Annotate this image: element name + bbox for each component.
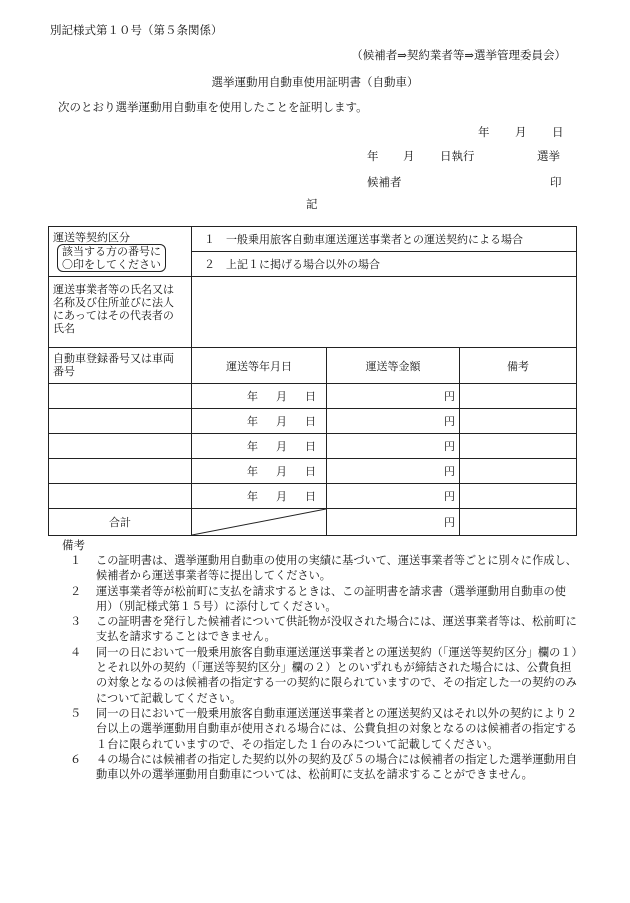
registration-cell[interactable]: [49, 384, 192, 409]
note-number: ３: [70, 615, 82, 629]
yen-unit: 円: [444, 490, 455, 503]
registration-label: [49, 348, 192, 384]
note-item: [70, 752, 582, 783]
note-text: ４の場合には候補者の指定した契約以外の契約及び５の場合には候補者の指定した選挙運動用自動車以外の選挙運動用自動車については、松前町に支払を請求することができません。: [96, 752, 578, 782]
row-month: 月: [276, 415, 287, 428]
option-2: ２ 上記１に掲げる場合以外の場合: [192, 252, 577, 277]
row-year: 年: [247, 465, 258, 478]
total-amount-cell[interactable]: [327, 509, 460, 536]
option-1: １ 一般乗用旅客自動車運送運送事業者との運送契約による場合: [192, 227, 577, 252]
operator-label-line-4: 氏名: [53, 322, 75, 335]
contract-type-label: 運送等契約区分: [53, 231, 130, 244]
note-item: [70, 553, 582, 584]
note-number: ５: [70, 706, 82, 720]
notes-list: [70, 553, 582, 782]
seal-mark: 印: [550, 175, 562, 189]
total-label: 合計: [49, 509, 192, 536]
row-day: 日: [305, 465, 316, 478]
row-day: 日: [305, 440, 316, 453]
row-month: 月: [276, 440, 287, 453]
note-item: [70, 706, 582, 752]
note-text: 同一の日において一般乗用旅客自動車運送運送事業者との運送契約又はそれ以外の契約により２台以上の選挙運動用自動車が使用される場合には、公費負担の対象となるのは候補者の指定する１台に限られていますので、その指定した１台のみについて記載してください。: [96, 706, 578, 751]
yen-unit: 円: [444, 440, 455, 453]
exec-year: 年: [367, 149, 379, 163]
amount-cell[interactable]: [327, 484, 460, 509]
column-remarks: 備考: [460, 348, 577, 384]
date-cell[interactable]: [192, 434, 327, 459]
date-month: 月: [515, 125, 527, 139]
registration-label-line-2: 番号: [53, 365, 75, 378]
table-row: [49, 409, 577, 434]
date-cell[interactable]: [192, 459, 327, 484]
intro-text: 次のとおり選挙運動用自動車を使用したことを証明します。: [58, 100, 368, 114]
route-note: （候補者⇒契約業者等⇒選挙管理委員会）: [351, 48, 566, 62]
note-number: １: [70, 554, 82, 567]
registration-label-line-1: 自動車登録番号又は車両: [53, 352, 174, 365]
registration-cell[interactable]: [49, 434, 192, 459]
row-month: 月: [276, 390, 287, 403]
date-cell[interactable]: [192, 384, 327, 409]
yen-unit: 円: [444, 390, 455, 403]
contract-type-label-cell: [49, 227, 192, 277]
note-text: 同一の日において一般乗用旅客自動車運送運送事業者との運送契約（「運送等契約区分」欄の１）とそれ以外の契約（「運送等契約区分」欄の２）とのいずれもが締結された場合には、公費負担の対象となるのは候補者の指定する一の契約に限られていますので、その指定した一の契約のみについて記載してください。: [96, 645, 578, 705]
date-cell[interactable]: [192, 484, 327, 509]
date-cell[interactable]: [192, 409, 327, 434]
remarks-cell[interactable]: [460, 409, 577, 434]
amount-cell[interactable]: [327, 434, 460, 459]
note-number: ２: [70, 584, 82, 598]
row-year: 年: [247, 415, 258, 428]
yen-unit: 円: [444, 465, 455, 478]
candidate-label: 候補者: [367, 175, 402, 189]
amount-cell[interactable]: [327, 384, 460, 409]
date-year: 年: [478, 125, 490, 139]
operator-label-line-3: にあってはその代表者の: [53, 309, 174, 322]
row-year: 年: [247, 390, 258, 403]
row-day: 日: [305, 415, 316, 428]
remarks-cell[interactable]: [460, 484, 577, 509]
column-amount: 運送等金額: [327, 348, 460, 384]
amount-cell[interactable]: [327, 459, 460, 484]
date-day: 日: [552, 125, 564, 139]
contract-note-line-2: 〇印をしてください: [62, 258, 161, 271]
registration-cell[interactable]: [49, 484, 192, 509]
row-day: 日: [305, 490, 316, 503]
exec-month: 月: [403, 149, 415, 163]
row-month: 月: [276, 465, 287, 478]
note-number: ６: [70, 752, 82, 766]
note-text: 運送事業者等が松前町に支払を請求するときは、この証明書を請求書（選挙運動用自動車の使用）（別記様式第１５号）に添付してください。: [96, 584, 566, 613]
operator-label-line-1: 運送事業者等の氏名又は: [53, 283, 174, 296]
row-day: 日: [305, 390, 316, 403]
note-text: この証明書を発行した候補者について供託物が没収された場合には、運送事業者等は、松前町に支払を請求することはできません。: [96, 615, 577, 644]
row-month: 月: [276, 490, 287, 503]
ki-heading: 記: [306, 197, 318, 211]
contract-type-note: [57, 244, 166, 272]
table-row: [49, 434, 577, 459]
table-row: [49, 484, 577, 509]
remarks-cell[interactable]: [460, 384, 577, 409]
diagonal-line: [192, 509, 326, 535]
table-row: [49, 459, 577, 484]
table-row: [49, 384, 577, 409]
column-date: 運送等年月日: [192, 348, 327, 384]
usage-table: [48, 226, 577, 536]
remarks-cell[interactable]: [460, 434, 577, 459]
row-year: 年: [247, 440, 258, 453]
notes-title: 備考: [62, 538, 85, 552]
form-id: 別記様式第１０号（第５条関係）: [50, 23, 223, 37]
note-text: この証明書は、選挙運動用自動車の使用の実績に基づいて、運送事業者等ごとに別々に作成し、候補者から運送事業者等に提出してください。: [96, 554, 577, 583]
contract-note-line-1: 該当する方の番号に: [62, 245, 161, 258]
note-item: [70, 614, 582, 645]
registration-cell[interactable]: [49, 409, 192, 434]
remarks-cell[interactable]: [460, 459, 577, 484]
note-item: [70, 645, 582, 706]
row-year: 年: [247, 490, 258, 503]
operator-name-value[interactable]: [192, 277, 577, 348]
document-title: 選挙運動用自動車使用証明書（自動車）: [211, 75, 419, 89]
election-label: 選挙: [537, 149, 560, 163]
yen-unit: 円: [444, 415, 455, 428]
note-number: ４: [70, 645, 82, 659]
amount-cell[interactable]: [327, 409, 460, 434]
yen-unit: 円: [444, 516, 455, 529]
total-remarks-cell[interactable]: [460, 509, 577, 536]
operator-name-label: [49, 277, 192, 348]
operator-label-line-2: 名称及び住所並びに法人: [53, 296, 174, 309]
note-item: [70, 584, 582, 615]
exec-day: 日執行: [440, 149, 475, 163]
total-row: [49, 509, 577, 536]
total-date-cell: [192, 509, 327, 536]
registration-cell[interactable]: [49, 459, 192, 484]
